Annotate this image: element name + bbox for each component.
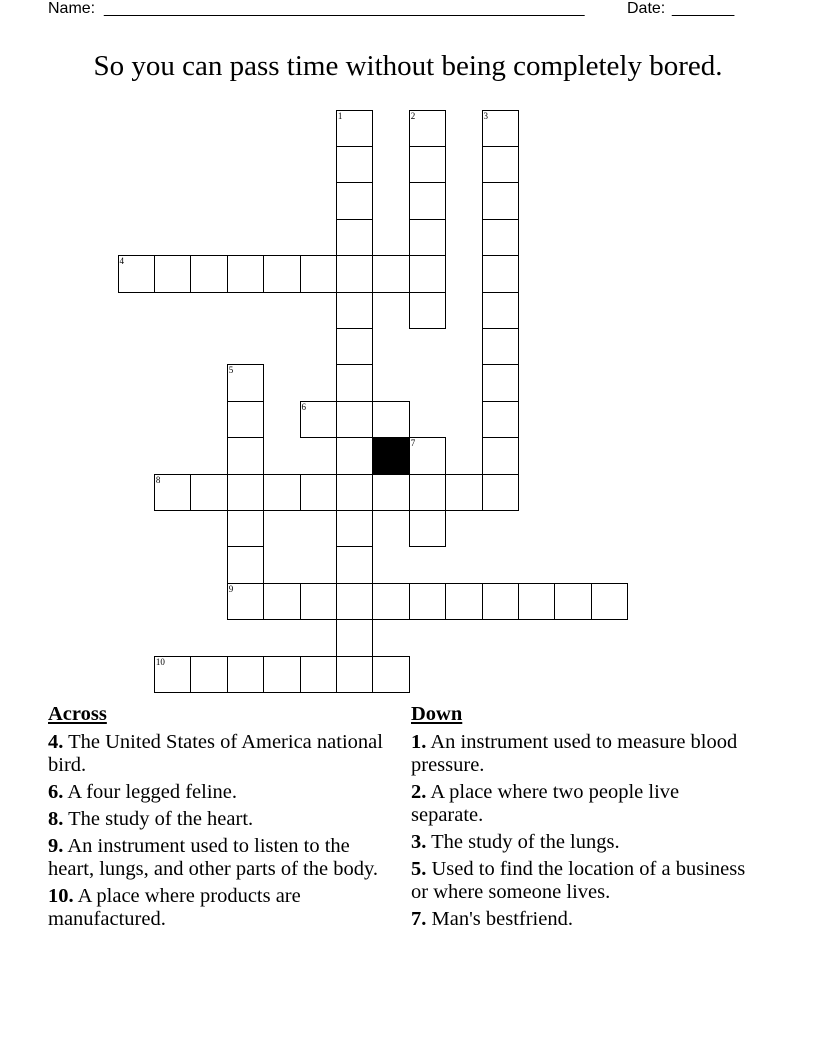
crossword-cell[interactable] [372,656,410,694]
down-clue [411,731,756,777]
crossword-cell[interactable] [300,255,338,293]
clue-text: The study of the lungs. [426,831,620,853]
down-heading: Down [411,703,463,725]
crossword-cell[interactable] [336,292,374,330]
down-clue-list [411,731,756,931]
down-clues [411,703,756,935]
clue-number: 9 [228,583,234,594]
clue-text: A place where two people live separate. [411,781,680,826]
down-clue [411,908,756,931]
clue-number-label: 10. [48,885,74,907]
crossword-cell[interactable] [482,255,520,293]
crossword-cell[interactable] [263,474,301,512]
crossword-cell[interactable] [227,546,265,584]
clue-number-label: 8. [48,808,64,830]
crossword-cell[interactable] [409,255,447,293]
clue-number: 5 [228,365,234,376]
clue-number-label: 3. [411,831,427,853]
clue-number-label: 7. [411,908,427,930]
across-clue [48,885,393,931]
crossword-cell[interactable] [409,292,447,330]
across-clue-list [48,731,393,931]
crossword-cell[interactable] [482,146,520,184]
crossword-cell[interactable] [336,219,374,257]
crossword-cell[interactable] [227,401,265,439]
clue-number: 6 [301,401,306,412]
crossword-cell[interactable] [409,510,447,548]
crossword-cell[interactable] [190,656,228,694]
crossword-cell[interactable] [409,182,447,220]
crossword-cell[interactable] [409,146,447,184]
clue-number: 10 [155,656,165,667]
down-clue [411,858,756,904]
clue-text: An instrument used to listen to the heart, lungs, and other parts of the body. [48,835,379,880]
crossword-cell[interactable] [336,146,374,184]
page-title: So you can pass time without being completely bored. [93,50,723,82]
clue-text: The study of the heart. [63,808,254,830]
name-field-line[interactable]: ______________________________________________________ [104,0,585,17]
crossword-cell[interactable] [336,583,374,621]
crossword-cell[interactable] [482,182,520,220]
crossword-cell[interactable] [190,474,228,512]
across-clue [48,781,393,804]
clue-number: 7 [410,438,416,449]
clue-text: Man's bestfriend. [426,908,573,930]
clue-text: An instrument used to measure blood pressure. [411,731,738,776]
clue-number-label: 1. [411,731,427,753]
crossword-cell[interactable] [336,619,374,657]
crossword-cell[interactable] [372,255,410,293]
crossword-cell[interactable] [227,583,265,621]
crossword-cell[interactable] [336,401,374,439]
clue-number-label: 4. [48,731,64,753]
crossword-cell[interactable] [336,546,374,584]
crossword-cell[interactable] [372,401,410,439]
crossword-cell[interactable] [554,583,592,621]
crossword-cell[interactable] [409,583,447,621]
name-label: Name: [48,0,96,17]
crossword-cell[interactable] [227,364,265,402]
clue-number: 4 [119,256,124,267]
clue-number-label: 6. [48,781,64,803]
clue-number: 2 [410,110,416,121]
across-clue [48,835,393,881]
crossword-cell[interactable] [227,255,265,293]
black-square [372,437,410,475]
crossword-cell[interactable] [372,474,410,512]
clue-number-label: 9. [48,835,64,857]
crossword-cell[interactable] [336,255,374,293]
crossword-cell[interactable] [336,437,374,475]
crossword-cell[interactable] [190,255,228,293]
clue-text: Used to find the location of a business or where someone lives. [411,858,746,903]
crossword-cell[interactable] [154,656,192,694]
crossword-cell[interactable] [227,437,265,475]
crossword-cell[interactable] [336,110,374,148]
crossword-cell[interactable] [482,401,520,439]
crossword-cell[interactable] [409,110,447,148]
crossword-cell[interactable] [300,656,338,694]
crossword-cell[interactable] [482,364,520,402]
crossword-cell[interactable] [409,474,447,512]
down-clue [411,781,756,827]
crossword-cell[interactable] [591,583,629,621]
across-clue [48,731,393,777]
clue-text: A four legged feline. [63,781,238,803]
crossword-cell[interactable] [227,656,265,694]
clue-number: 3 [483,110,488,121]
crossword-cell[interactable] [336,656,374,694]
crossword-cell[interactable] [482,292,520,330]
across-clues [48,703,393,935]
crossword-cell[interactable] [445,474,483,512]
crossword-cell[interactable] [336,328,374,366]
crossword-cell[interactable] [118,255,156,293]
crossword-cell[interactable] [482,583,520,621]
crossword-cell[interactable] [518,583,556,621]
crossword-cell[interactable] [482,219,520,257]
crossword-cell[interactable] [336,474,374,512]
crossword-cell[interactable] [227,510,265,548]
crossword-cell[interactable] [154,474,192,512]
crossword-cell[interactable] [227,474,265,512]
crossword-cell[interactable] [445,583,483,621]
date-label: Date: [627,0,666,17]
crossword-cell[interactable] [482,328,520,366]
crossword-cell[interactable] [482,110,520,148]
clue-number-label: 5. [411,858,427,880]
clue-number: 8 [155,474,161,485]
crossword-cell[interactable] [300,583,338,621]
crossword-cell[interactable] [372,583,410,621]
clue-text: The United States of America national bird. [48,731,383,776]
date-field-line[interactable]: _______ [672,0,735,17]
clue-number-label: 2. [411,781,427,803]
crossword-cell[interactable] [263,255,301,293]
crossword-cell[interactable] [263,583,301,621]
down-clue [411,831,756,854]
crossword-cell[interactable] [409,219,447,257]
crossword-cell[interactable] [300,401,338,439]
crossword-cell[interactable] [482,437,520,475]
crossword-cell[interactable] [482,474,520,512]
across-clue [48,808,393,831]
crossword-cell[interactable] [336,510,374,548]
clue-number: 1 [337,110,343,121]
across-heading: Across [48,703,107,725]
crossword-cell[interactable] [336,364,374,402]
crossword-cell[interactable] [154,255,192,293]
crossword-cell[interactable] [409,437,447,475]
clue-text: A place where products are manufactured. [48,885,301,930]
crossword-cell[interactable] [300,474,338,512]
crossword-cell[interactable] [263,656,301,694]
crossword-cell[interactable] [336,182,374,220]
